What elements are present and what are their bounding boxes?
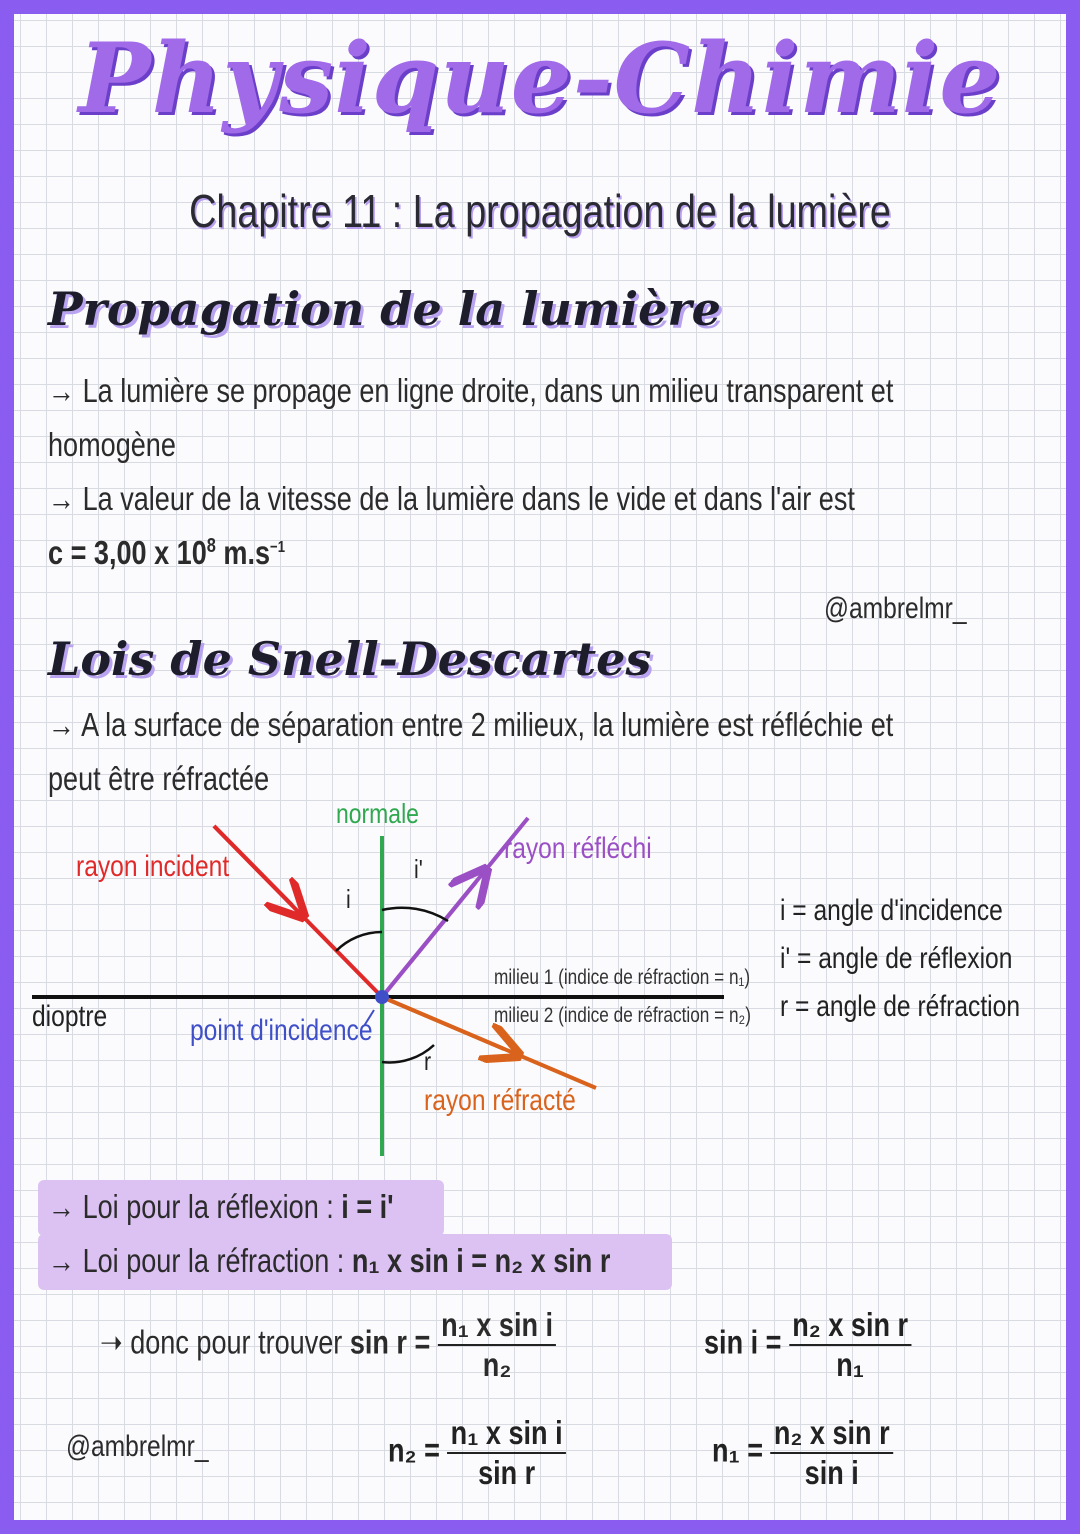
snell-line-1b: peut être réfractée bbox=[48, 760, 270, 797]
legend-i: i = angle d'incidence bbox=[780, 894, 1003, 927]
legend-r: r = angle de réfraction bbox=[780, 990, 1021, 1023]
snell-line-1: → A la surface de séparation entre 2 milieux, la lumière est réfléchie et bbox=[48, 706, 894, 743]
label-angle-i-prime: i' bbox=[414, 854, 423, 884]
propagation-line-1b: homogène bbox=[48, 426, 176, 463]
section-heading-propagation: Propagation de la lumière bbox=[48, 282, 721, 336]
arrow-icon: → bbox=[48, 1188, 76, 1225]
angle-i-arc bbox=[336, 932, 382, 951]
arrow-icon: → bbox=[48, 480, 76, 517]
label-angle-r: r bbox=[424, 1046, 432, 1076]
formula-n2: n₂ = $\frac{\text{n₁ x sin i}}{\text{sin r}}$ bbox=[388, 1414, 566, 1492]
label-normale: normale bbox=[336, 798, 419, 829]
law-refraction: → Loi pour la réfraction : n₁ x sin i = n₂ x sin r bbox=[48, 1242, 611, 1279]
law-reflexion: → Loi pour la réflexion : i = i' bbox=[48, 1188, 394, 1225]
label-rayon-reflechi: rayon réfléchi bbox=[504, 832, 652, 865]
chapter-title: Chapitre 11 : La propagation de la lumière bbox=[189, 185, 891, 237]
arrow-icon: → bbox=[48, 372, 76, 409]
label-milieu-1: milieu 1 (indice de réfraction = n₁) bbox=[494, 966, 751, 989]
small-arrow-icon: ➝ bbox=[100, 1323, 123, 1361]
label-rayon-incident: rayon incident bbox=[76, 850, 230, 883]
formula-sin-i: sin i = $\frac{\text{n₂ x sin r}}{\text{n₁}}$ bbox=[704, 1306, 911, 1384]
legend-i-prime: i' = angle de réflexion bbox=[780, 942, 1013, 975]
speed-of-light-formula: c = 3,00 x $10^8$ $m.s^{-1}$ bbox=[48, 534, 285, 571]
watermark-top: @ambrelmr_ bbox=[824, 592, 967, 625]
propagation-line-1: → La lumière se propage en ligne droite, dans un milieu transparent et bbox=[48, 372, 894, 409]
refracted-ray-arrow bbox=[382, 997, 504, 1049]
label-angle-i: i bbox=[346, 884, 351, 914]
section-heading-snell: Lois de Snell-Descartes bbox=[48, 632, 652, 686]
label-dioptre: dioptre bbox=[32, 1000, 108, 1033]
label-rayon-refracte: rayon réfracté bbox=[424, 1084, 576, 1117]
propagation-line-2: → La valeur de la vitesse de la lumière dans le vide et dans l'air est bbox=[48, 480, 855, 517]
arrow-icon: → bbox=[48, 706, 76, 743]
label-point-incidence: point d'incidence bbox=[190, 1014, 373, 1047]
watermark-bottom: @ambrelmr_ bbox=[66, 1430, 209, 1463]
angle-i-prime-arc bbox=[382, 908, 448, 921]
incidence-point bbox=[375, 990, 389, 1004]
formula-sin-r: ➝ donc pour trouver sin r = $\frac{\text{n₁ x sin i}}{\text{n₂}}$ bbox=[100, 1306, 556, 1384]
reflected-ray-arrow bbox=[382, 882, 476, 997]
arrow-icon: → bbox=[48, 1242, 76, 1279]
page-title: Physique-Chimie bbox=[78, 22, 1002, 135]
note-page bbox=[14, 14, 1066, 1520]
formula-n1: n₁ = $\frac{\text{n₂ x sin r}}{\text{sin i}}$ bbox=[712, 1414, 893, 1492]
label-milieu-2: milieu 2 (indice de réfraction = n₂) bbox=[494, 1004, 751, 1027]
